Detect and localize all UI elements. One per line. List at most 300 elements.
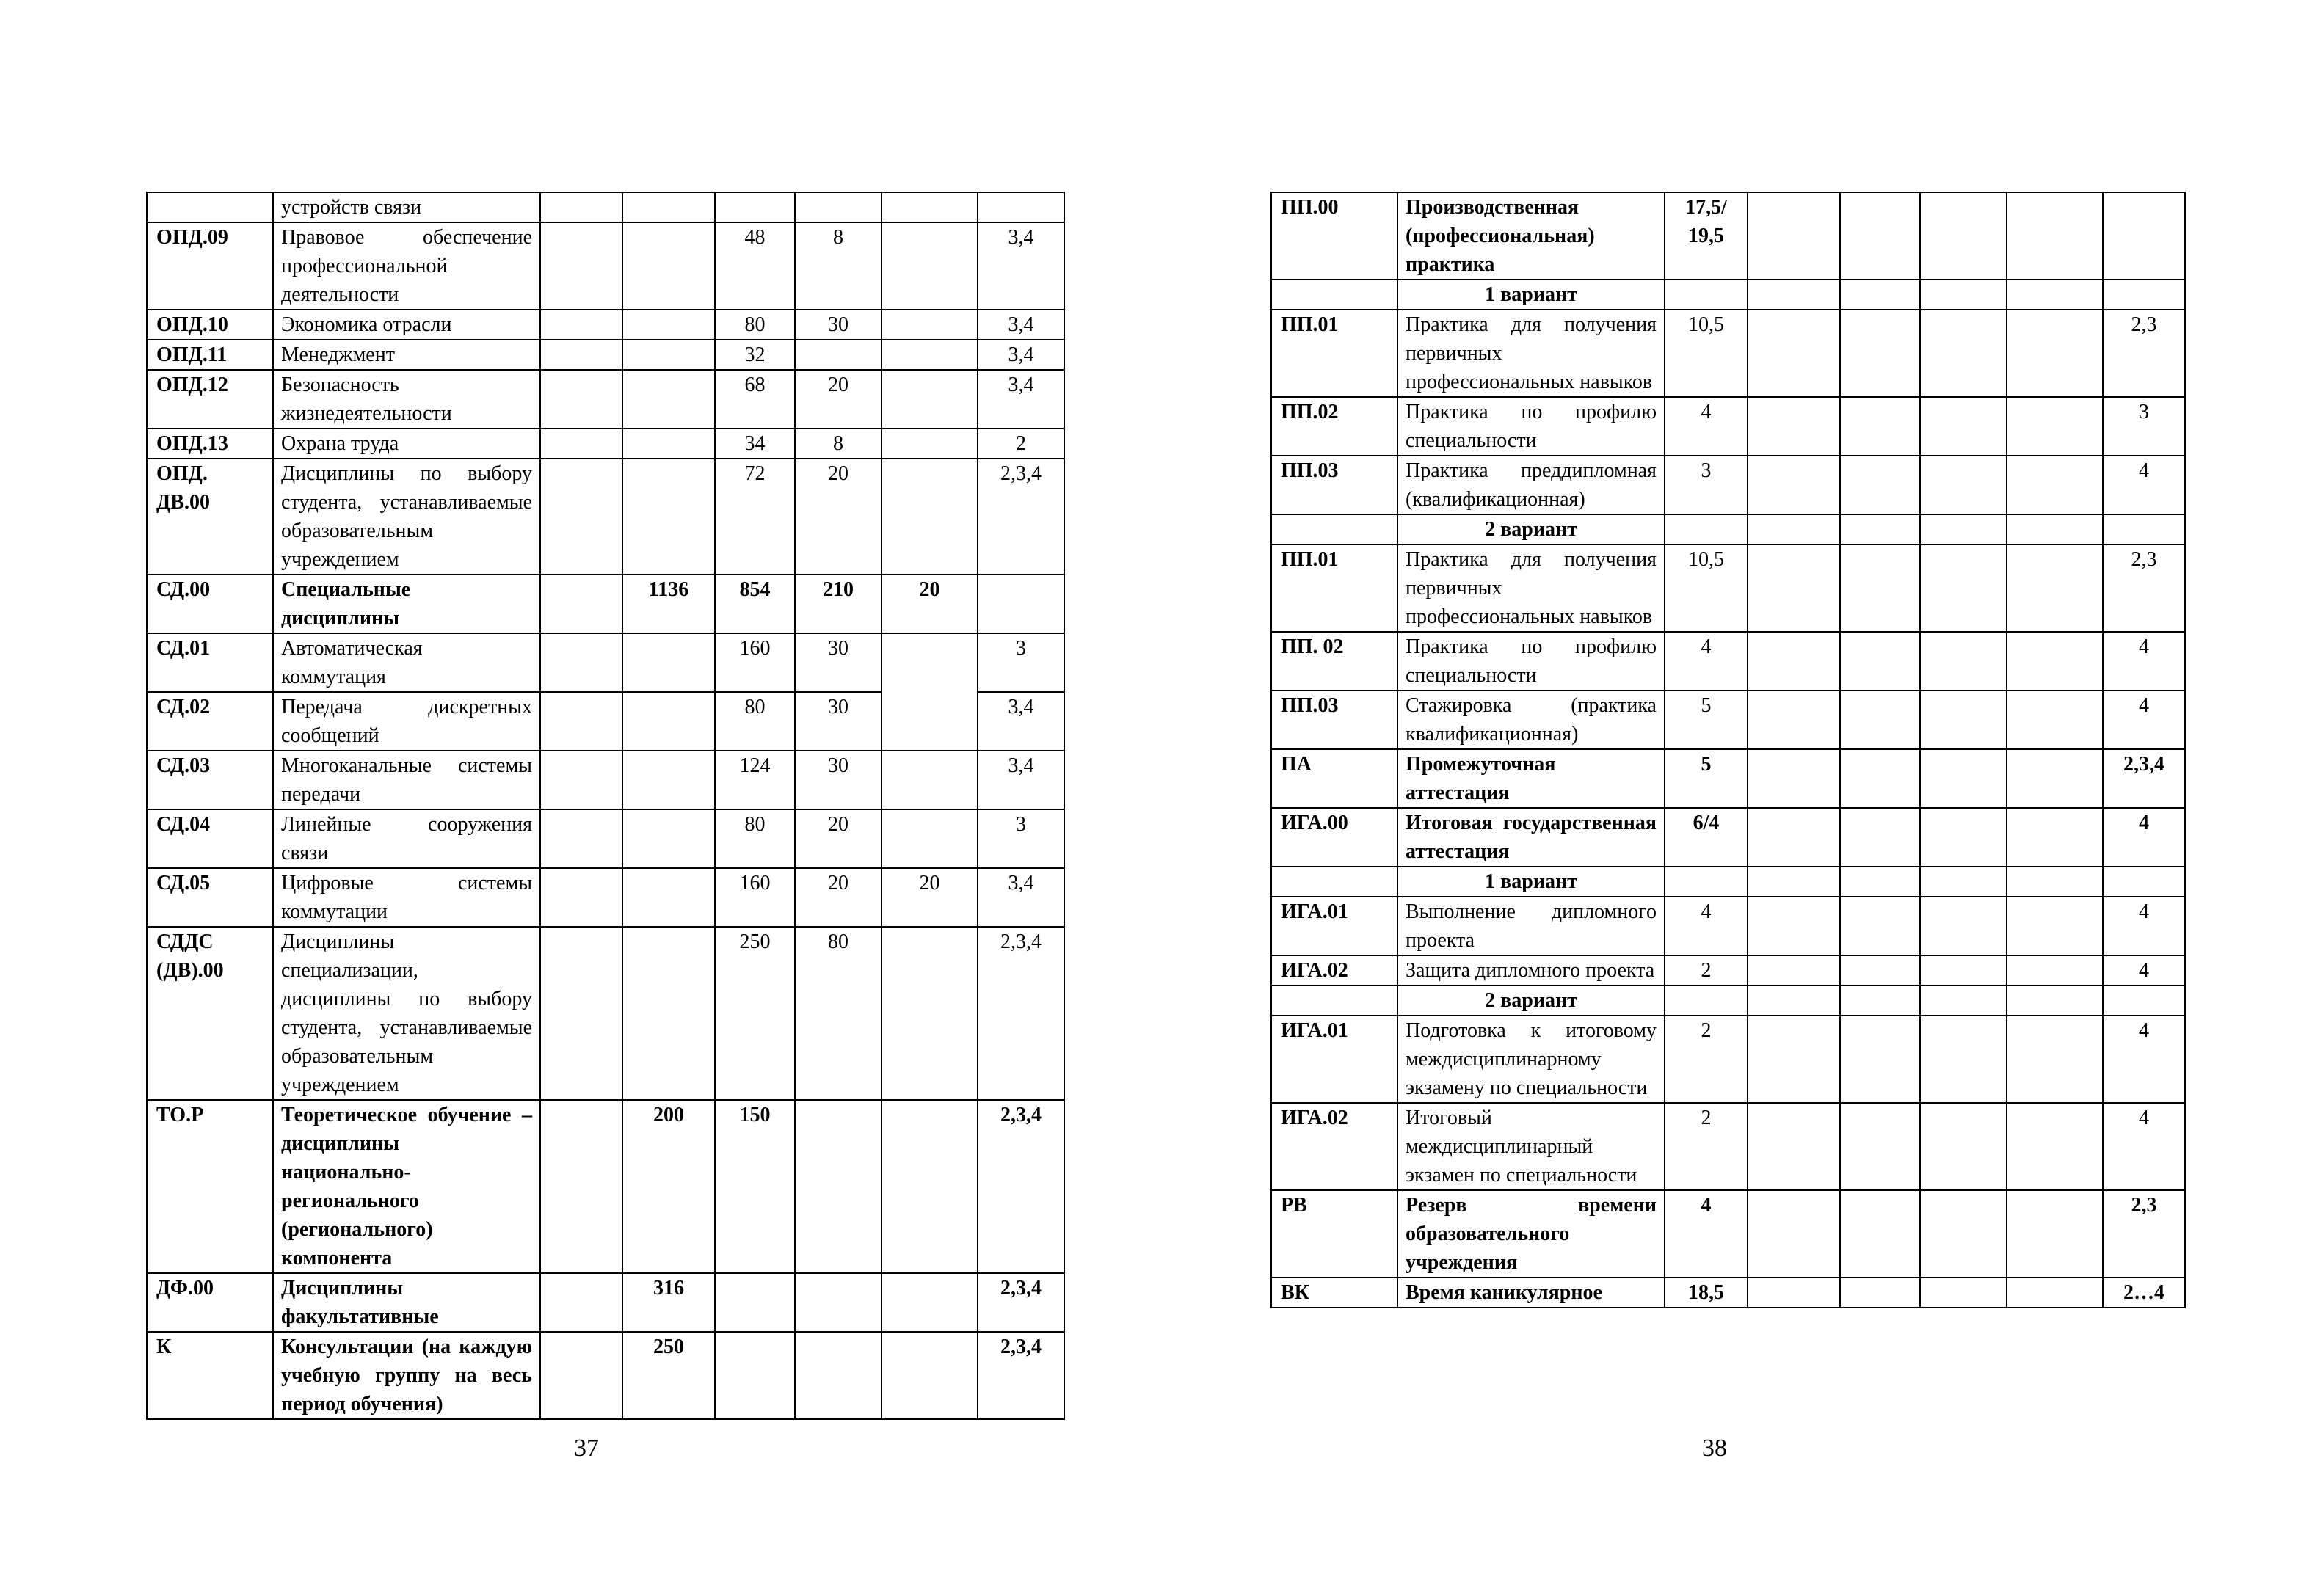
value-cell-c6: 4 — [2103, 808, 2185, 867]
value-cell-c4: 30 — [795, 692, 881, 751]
code-cell: ПП.01 — [1271, 544, 1397, 632]
value-cell-c6: 2…4 — [2103, 1278, 2185, 1308]
table-row — [147, 222, 1064, 310]
value-cell-c2 — [1748, 808, 1840, 867]
value-cell-c5 — [2007, 1190, 2103, 1278]
value-cell-c2 — [622, 370, 715, 429]
value-cell-c2 — [1748, 1278, 1840, 1308]
value-cell-c5 — [881, 340, 978, 370]
value-cell-c1: 3 — [1665, 456, 1748, 514]
value-cell-c6: 2,3,4 — [978, 927, 1064, 1100]
value-cell-c4 — [1920, 397, 2007, 456]
table-row — [147, 1332, 1064, 1419]
value-cell-c4: 30 — [795, 751, 881, 809]
value-cell-c1: 4 — [1665, 632, 1748, 690]
table-row — [147, 927, 1064, 1100]
table-row — [147, 1100, 1064, 1273]
value-cell-c5 — [2007, 1016, 2103, 1103]
value-cell-c1 — [540, 1332, 622, 1419]
value-cell-c2 — [622, 927, 715, 1100]
value-cell-c2 — [1748, 192, 1840, 280]
discipline-name-cell: Многоканальные системы передачи — [273, 751, 540, 809]
discipline-name-cell: Автоматическая коммутация — [273, 633, 540, 692]
value-cell-c3 — [1840, 280, 1920, 310]
value-cell-c4: 20 — [795, 809, 881, 868]
value-cell-c1 — [540, 575, 622, 633]
discipline-name-cell: 2 вариант — [1397, 985, 1665, 1016]
code-cell: ПП.02 — [1271, 397, 1397, 456]
discipline-name-cell: Промежуточная аттестация — [1397, 749, 1665, 808]
value-cell-c3 — [1840, 1016, 1920, 1103]
value-cell-c3: 68 — [715, 370, 795, 429]
discipline-name-cell: Передача дискретных сообщений — [273, 692, 540, 751]
value-cell-c6 — [2103, 514, 2185, 544]
table-row — [1271, 397, 2185, 456]
discipline-name-cell: Дисциплины по выбору студента, устанавливаемые образовательным учреждением — [273, 459, 540, 575]
discipline-name-cell: Охрана труда — [273, 429, 540, 459]
table-row — [1271, 1103, 2185, 1190]
value-cell-c1 — [1665, 514, 1748, 544]
value-cell-c4 — [1920, 514, 2007, 544]
value-cell-c2 — [1748, 397, 1840, 456]
discipline-name-cell: Итоговый междисциплинарный экзамен по специальности — [1397, 1103, 1665, 1190]
value-cell-c2 — [1748, 955, 1840, 985]
value-cell-c5 — [2007, 192, 2103, 280]
left-page — [146, 192, 1065, 1462]
value-cell-c2: 1136 — [622, 575, 715, 633]
value-cell-c6: 3,4 — [978, 370, 1064, 429]
value-cell-c1 — [540, 1100, 622, 1273]
table-row — [147, 192, 1064, 222]
table-row — [147, 868, 1064, 927]
value-cell-c4 — [1920, 955, 2007, 985]
discipline-name-cell: Подготовка к итоговому междисциплинарному экзамену по специальности — [1397, 1016, 1665, 1103]
discipline-name-cell: Экономика отрасли — [273, 310, 540, 340]
value-cell-c5 — [2007, 1103, 2103, 1190]
value-cell-c5 — [2007, 632, 2103, 690]
discipline-name-cell: Выполнение дипломного проекта — [1397, 897, 1665, 955]
code-cell: ИГА.01 — [1271, 1016, 1397, 1103]
value-cell-c3: 72 — [715, 459, 795, 575]
table-row — [1271, 985, 2185, 1016]
value-cell-c4 — [1920, 1278, 2007, 1308]
value-cell-c6 — [2103, 867, 2185, 897]
value-cell-c6: 4 — [2103, 897, 2185, 955]
discipline-name-cell: Дисциплины специализации, дисциплины по выбору студента, устанавливаемые образовательным учреждением — [273, 927, 540, 1100]
value-cell-c3: 32 — [715, 340, 795, 370]
value-cell-c2 — [1748, 632, 1840, 690]
discipline-name-cell: Цифровые системы коммутации — [273, 868, 540, 927]
value-cell-c6: 2,3,4 — [978, 1332, 1064, 1419]
code-cell: ТО.Р — [147, 1100, 273, 1273]
value-cell-c2 — [1748, 1016, 1840, 1103]
value-cell-c3: 80 — [715, 310, 795, 340]
value-cell-c4: 80 — [795, 927, 881, 1100]
code-cell: СД.02 — [147, 692, 273, 751]
discipline-name-cell: Практика по профилю специальности — [1397, 632, 1665, 690]
table-row — [1271, 897, 2185, 955]
value-cell-c4 — [1920, 544, 2007, 632]
value-cell-c1 — [540, 459, 622, 575]
value-cell-c6: 3,4 — [978, 751, 1064, 809]
table-row — [147, 429, 1064, 459]
discipline-name-cell: Производственная (профессиональная) практика — [1397, 192, 1665, 280]
discipline-name-cell: устройств связи — [273, 192, 540, 222]
value-cell-c2 — [622, 809, 715, 868]
value-cell-c6: 3,4 — [978, 340, 1064, 370]
value-cell-c5: 20 — [881, 575, 978, 633]
table-row — [1271, 280, 2185, 310]
value-cell-c4: 20 — [795, 459, 881, 575]
value-cell-c4 — [1920, 985, 2007, 1016]
code-cell: СД.04 — [147, 809, 273, 868]
value-cell-c6: 3,4 — [978, 692, 1064, 751]
discipline-name-cell: Теоретическое обучение – дисциплины национально-регионального (регионального) компонента — [273, 1100, 540, 1273]
value-cell-c3 — [1840, 985, 1920, 1016]
code-cell: ИГА.02 — [1271, 955, 1397, 985]
value-cell-c1 — [1665, 280, 1748, 310]
value-cell-c1 — [540, 927, 622, 1100]
code-cell: ВК — [1271, 1278, 1397, 1308]
value-cell-c5 — [881, 192, 978, 222]
value-cell-c4 — [795, 1273, 881, 1332]
value-cell-c3 — [715, 192, 795, 222]
value-cell-c1 — [1665, 985, 1748, 1016]
value-cell-c4: 20 — [795, 370, 881, 429]
value-cell-c6 — [2103, 192, 2185, 280]
discipline-name-cell: 2 вариант — [1397, 514, 1665, 544]
value-cell-c3 — [1840, 1190, 1920, 1278]
discipline-name-cell: Правовое обеспечение профессиональной деятельности — [273, 222, 540, 310]
value-cell-c5 — [881, 1332, 978, 1419]
discipline-name-cell: Специальные дисциплины — [273, 575, 540, 633]
value-cell-c1: 2 — [1665, 955, 1748, 985]
value-cell-c3 — [1840, 1278, 1920, 1308]
value-cell-c1: 10,5 — [1665, 310, 1748, 397]
value-cell-c3: 124 — [715, 751, 795, 809]
table-row — [1271, 1190, 2185, 1278]
value-cell-c6: 3 — [978, 809, 1064, 868]
value-cell-c6: 4 — [2103, 1103, 2185, 1190]
discipline-name-cell: Итоговая государственная аттестация — [1397, 808, 1665, 867]
value-cell-c1 — [540, 868, 622, 927]
value-cell-c4: 30 — [795, 310, 881, 340]
table-row — [1271, 749, 2185, 808]
value-cell-c3: 150 — [715, 1100, 795, 1273]
code-cell: ИГА.01 — [1271, 897, 1397, 955]
value-cell-c3 — [1840, 690, 1920, 749]
value-cell-c4: 8 — [795, 222, 881, 310]
table-row — [1271, 808, 2185, 867]
value-cell-c6: 4 — [2103, 1016, 2185, 1103]
right-page — [1270, 192, 2186, 1462]
value-cell-c1: 4 — [1665, 397, 1748, 456]
table-row — [1271, 310, 2185, 397]
value-cell-c1: 10,5 — [1665, 544, 1748, 632]
value-cell-c6: 2,3,4 — [978, 459, 1064, 575]
value-cell-c5 — [2007, 310, 2103, 397]
code-cell: К — [147, 1332, 273, 1419]
table-row — [1271, 1278, 2185, 1308]
value-cell-c2 — [622, 340, 715, 370]
value-cell-c5 — [881, 1273, 978, 1332]
value-cell-c3 — [1840, 867, 1920, 897]
value-cell-c5 — [2007, 514, 2103, 544]
value-cell-c3 — [1840, 456, 1920, 514]
table-row — [147, 751, 1064, 809]
value-cell-c1 — [540, 429, 622, 459]
value-cell-c3 — [1840, 192, 1920, 280]
value-cell-c2 — [1748, 456, 1840, 514]
value-cell-c2 — [622, 222, 715, 310]
table-row — [1271, 456, 2185, 514]
value-cell-c2: 200 — [622, 1100, 715, 1273]
value-cell-c2 — [622, 751, 715, 809]
value-cell-c2 — [1748, 897, 1840, 955]
value-cell-c5 — [881, 429, 978, 459]
value-cell-c4 — [1920, 632, 2007, 690]
value-cell-c3: 80 — [715, 809, 795, 868]
value-cell-c5 — [2007, 985, 2103, 1016]
value-cell-c1 — [540, 310, 622, 340]
value-cell-c5 — [2007, 955, 2103, 985]
value-cell-c5 — [881, 927, 978, 1100]
table-row — [147, 370, 1064, 429]
code-cell: ОПД.09 — [147, 222, 273, 310]
value-cell-c5 — [2007, 749, 2103, 808]
value-cell-c3: 80 — [715, 692, 795, 751]
value-cell-c1 — [540, 809, 622, 868]
value-cell-c4 — [795, 1332, 881, 1419]
value-cell-c4 — [1920, 280, 2007, 310]
value-cell-c4: 20 — [795, 868, 881, 927]
code-cell: ОПД.13 — [147, 429, 273, 459]
value-cell-c1 — [540, 692, 622, 751]
value-cell-c5 — [2007, 1278, 2103, 1308]
value-cell-c3: 250 — [715, 927, 795, 1100]
value-cell-c4 — [1920, 1103, 2007, 1190]
value-cell-c2 — [622, 429, 715, 459]
value-cell-c5 — [2007, 897, 2103, 955]
value-cell-c1 — [540, 633, 622, 692]
value-cell-c4 — [1920, 456, 2007, 514]
value-cell-c3 — [1840, 397, 1920, 456]
table-row — [147, 459, 1064, 575]
value-cell-c6: 3,4 — [978, 868, 1064, 927]
value-cell-c6: 2,3 — [2103, 1190, 2185, 1278]
value-cell-c3 — [715, 1273, 795, 1332]
value-cell-c4: 210 — [795, 575, 881, 633]
value-cell-c5 — [881, 310, 978, 340]
value-cell-c2 — [1748, 749, 1840, 808]
value-cell-c2 — [622, 633, 715, 692]
value-cell-c4 — [1920, 1190, 2007, 1278]
discipline-name-cell: Практика преддипломная (квалификационная) — [1397, 456, 1665, 514]
value-cell-c1 — [540, 751, 622, 809]
code-cell — [1271, 280, 1397, 310]
value-cell-c1: 4 — [1665, 897, 1748, 955]
discipline-name-cell: Защита дипломного проекта — [1397, 955, 1665, 985]
value-cell-c4 — [1920, 867, 2007, 897]
value-cell-c4 — [795, 192, 881, 222]
value-cell-c4 — [1920, 897, 2007, 955]
value-cell-c6: 3 — [978, 633, 1064, 692]
value-cell-c6: 2,3,4 — [978, 1273, 1064, 1332]
discipline-name-cell: 1 вариант — [1397, 867, 1665, 897]
value-cell-c3 — [1840, 749, 1920, 808]
value-cell-c5 — [2007, 544, 2103, 632]
value-cell-c6 — [978, 575, 1064, 633]
value-cell-c6: 3 — [2103, 397, 2185, 456]
discipline-name-cell: Консультации (на каждую учебную группу на весь период обучения) — [273, 1332, 540, 1419]
value-cell-c4: 30 — [795, 633, 881, 692]
value-cell-c6: 2,3,4 — [978, 1100, 1064, 1273]
value-cell-c2 — [1748, 985, 1840, 1016]
code-cell: СД.00 — [147, 575, 273, 633]
value-cell-c6: 4 — [2103, 690, 2185, 749]
value-cell-c3 — [1840, 808, 1920, 867]
value-cell-c3: 48 — [715, 222, 795, 310]
value-cell-c1 — [540, 370, 622, 429]
value-cell-c2 — [1748, 514, 1840, 544]
code-cell: ПП.01 — [1271, 310, 1397, 397]
value-cell-c2 — [1748, 867, 1840, 897]
value-cell-c2 — [622, 310, 715, 340]
value-cell-c2 — [622, 192, 715, 222]
value-cell-c1: 6/4 — [1665, 808, 1748, 867]
value-cell-c2 — [1748, 280, 1840, 310]
discipline-name-cell: 1 вариант — [1397, 280, 1665, 310]
value-cell-c5 — [2007, 280, 2103, 310]
code-cell: ПП.00 — [1271, 192, 1397, 280]
code-cell: ОПД.11 — [147, 340, 273, 370]
value-cell-c6: 3,4 — [978, 222, 1064, 310]
value-cell-c1: 18,5 — [1665, 1278, 1748, 1308]
table-row — [147, 310, 1064, 340]
value-cell-c1 — [540, 222, 622, 310]
value-cell-c6: 4 — [2103, 632, 2185, 690]
value-cell-c2: 250 — [622, 1332, 715, 1419]
code-cell: ПП.03 — [1271, 690, 1397, 749]
value-cell-c5 — [881, 459, 978, 575]
value-cell-c1: 4 — [1665, 1190, 1748, 1278]
discipline-name-cell: Менеджмент — [273, 340, 540, 370]
code-cell: ПП.03 — [1271, 456, 1397, 514]
value-cell-c2 — [1748, 310, 1840, 397]
code-cell — [1271, 867, 1397, 897]
table-row — [1271, 192, 2185, 280]
value-cell-c1 — [540, 1273, 622, 1332]
value-cell-c6 — [2103, 985, 2185, 1016]
code-cell: РВ — [1271, 1190, 1397, 1278]
value-cell-c1: 17,5/ 19,5 — [1665, 192, 1748, 280]
value-cell-c5 — [881, 751, 978, 809]
value-cell-c4 — [1920, 310, 2007, 397]
value-cell-c3 — [715, 1332, 795, 1419]
value-cell-c5 — [881, 809, 978, 868]
curriculum-table-left — [146, 192, 1065, 1420]
value-cell-c5 — [2007, 867, 2103, 897]
code-cell: ОПД. ДВ.00 — [147, 459, 273, 575]
value-cell-c4 — [795, 340, 881, 370]
value-cell-c3 — [1840, 632, 1920, 690]
discipline-name-cell: Стажировка (практика квалификационная) — [1397, 690, 1665, 749]
value-cell-c5: 20 — [881, 868, 978, 927]
value-cell-c5 — [2007, 690, 2103, 749]
curriculum-table-right — [1270, 192, 2186, 1308]
value-cell-c5 — [2007, 808, 2103, 867]
value-cell-c4: 8 — [795, 429, 881, 459]
page-number: 38 — [1702, 1435, 1727, 1462]
table-row — [1271, 514, 2185, 544]
value-cell-c6: 2,3,4 — [2103, 749, 2185, 808]
value-cell-c4 — [795, 1100, 881, 1273]
code-cell: СД.03 — [147, 751, 273, 809]
value-cell-c3 — [1840, 1103, 1920, 1190]
code-cell: ИГА.00 — [1271, 808, 1397, 867]
value-cell-c1: 2 — [1665, 1016, 1748, 1103]
value-cell-c1: 5 — [1665, 749, 1748, 808]
value-cell-c6 — [978, 192, 1064, 222]
table-row — [147, 1273, 1064, 1332]
code-cell — [147, 192, 273, 222]
value-cell-c1 — [540, 340, 622, 370]
discipline-name-cell: Дисциплины факультативные — [273, 1273, 540, 1332]
value-cell-c5 — [2007, 397, 2103, 456]
value-cell-c2 — [1748, 544, 1840, 632]
table-row — [1271, 544, 2185, 632]
table-row — [147, 340, 1064, 370]
value-cell-c2 — [622, 868, 715, 927]
value-cell-c3 — [1840, 544, 1920, 632]
value-cell-c4 — [1920, 192, 2007, 280]
value-cell-c2 — [1748, 1190, 1840, 1278]
value-cell-c3: 160 — [715, 633, 795, 692]
discipline-name-cell: Практика для получения первичных профессиональных навыков — [1397, 310, 1665, 397]
value-cell-c5 — [881, 222, 978, 310]
value-cell-c6: 2,3 — [2103, 544, 2185, 632]
value-cell-c4 — [1920, 690, 2007, 749]
value-cell-c3 — [1840, 897, 1920, 955]
value-cell-c1: 2 — [1665, 1103, 1748, 1190]
discipline-name-cell: Время каникулярное — [1397, 1278, 1665, 1308]
value-cell-c1: 5 — [1665, 690, 1748, 749]
code-cell: ПП. 02 — [1271, 632, 1397, 690]
code-cell: ДФ.00 — [147, 1273, 273, 1332]
code-cell: ИГА.02 — [1271, 1103, 1397, 1190]
discipline-name-cell: Практика для получения первичных профессиональных навыков — [1397, 544, 1665, 632]
value-cell-c2: 316 — [622, 1273, 715, 1332]
table-row — [147, 633, 1064, 692]
discipline-name-cell: Безопасность жизнедеятельности — [273, 370, 540, 429]
value-cell-c3 — [1840, 514, 1920, 544]
code-cell: ОПД.10 — [147, 310, 273, 340]
value-cell-c2 — [622, 459, 715, 575]
value-cell-c6: 3,4 — [978, 310, 1064, 340]
value-cell-c6: 4 — [2103, 955, 2185, 985]
value-cell-c1 — [1665, 867, 1748, 897]
value-cell-c3: 160 — [715, 868, 795, 927]
code-cell: СДДС (ДВ).00 — [147, 927, 273, 1100]
value-cell-c5 — [881, 370, 978, 429]
table-row — [1271, 955, 2185, 985]
discipline-name-cell: Резерв времени образовательного учреждения — [1397, 1190, 1665, 1278]
table-row — [1271, 632, 2185, 690]
value-cell-c1 — [540, 192, 622, 222]
value-cell-c3 — [1840, 310, 1920, 397]
code-cell: СД.05 — [147, 868, 273, 927]
value-cell-c5 — [2007, 456, 2103, 514]
